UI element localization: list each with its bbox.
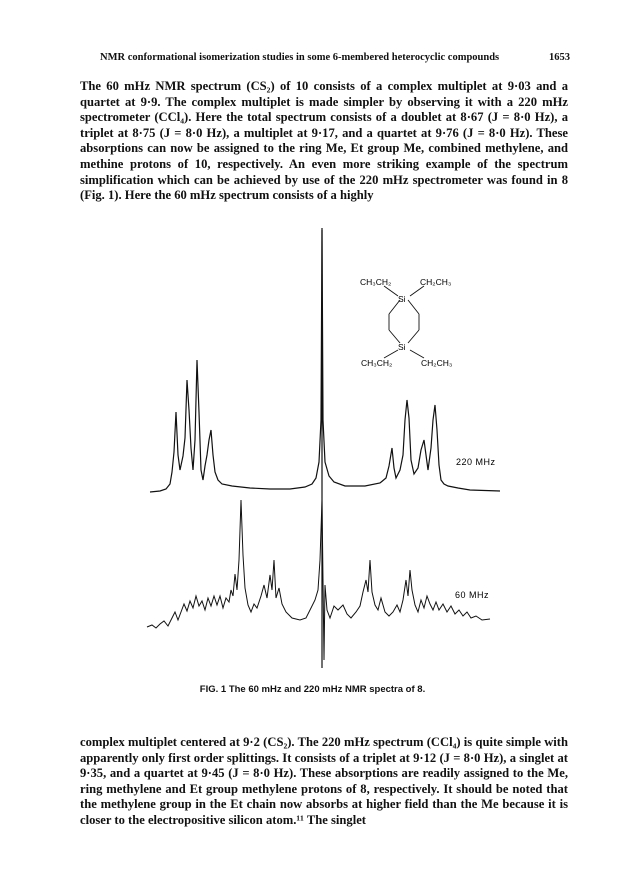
mol-bottom-right: CH₂CH₃ xyxy=(421,358,453,368)
mol-bottom-si: Si xyxy=(398,342,406,352)
spectrum-60-trace xyxy=(147,500,490,660)
mol-bottom-left: CH₃CH₂ xyxy=(361,358,393,368)
page-number: 1653 xyxy=(549,52,570,63)
label-60-mhz: 60 MHz xyxy=(455,590,490,600)
figure-caption: FIG. 1 The 60 mHz and 220 mHz NMR spectra of 8. xyxy=(199,684,426,695)
paragraph-top: The 60 mHz NMR spectrum (CS₂) of 10 consists of a complex multiplet at 9·03 and a quartet at 9·9. The complex multiplet is made simpler by observing it with a 220 mHz spectrometer (CCl₄). Here the total spectrum consists of a doublet at 8·67 (J = 8·0 Hz), a triplet at 8·75 (J = 8·0 Hz), a multiplet at 9·17, and a quartet at 9·76 (J = 8·0 Hz). These absorptions can now be assigned to the ring Me, Et group Me, combined methylene, and methine protons of 10, respectively. An even more striking example of the spectrum simplification which can be achieved by use of the 220 mHz spectrometer was found in 8 (Fig. 1). Here the 60 mHz spectrum consists of a highly xyxy=(80,79,568,203)
mol-top-si: Si xyxy=(398,294,406,304)
running-title: NMR conformational isomerization studies in some 6-membered heterocyclic compounds xyxy=(100,52,500,63)
mol-top-left: CH₃CH₂ xyxy=(360,277,392,287)
mol-top-right: CH₂CH₃ xyxy=(420,277,452,287)
paragraph-bottom: complex multiplet centered at 9·2 (CS₂). The 220 mHz spectrum (CCl₄) is quite simple with apparently only first order splittings. It consists of a triplet at 9·12 (J = 8·0 Hz), a singlet at 9·35, and a quartet at 9·45 (J = 8·0 Hz). These absorptions are readily assigned to the Me, ring methylene and Et group methylene protons of 8, respectively. It should be noted that the methylene group in the Et chain now absorbs at higher field than the Me because it is closer to the electropositive silicon atom.¹¹ The singlet xyxy=(80,735,568,827)
label-220-mhz: 220 MHz xyxy=(456,457,496,467)
